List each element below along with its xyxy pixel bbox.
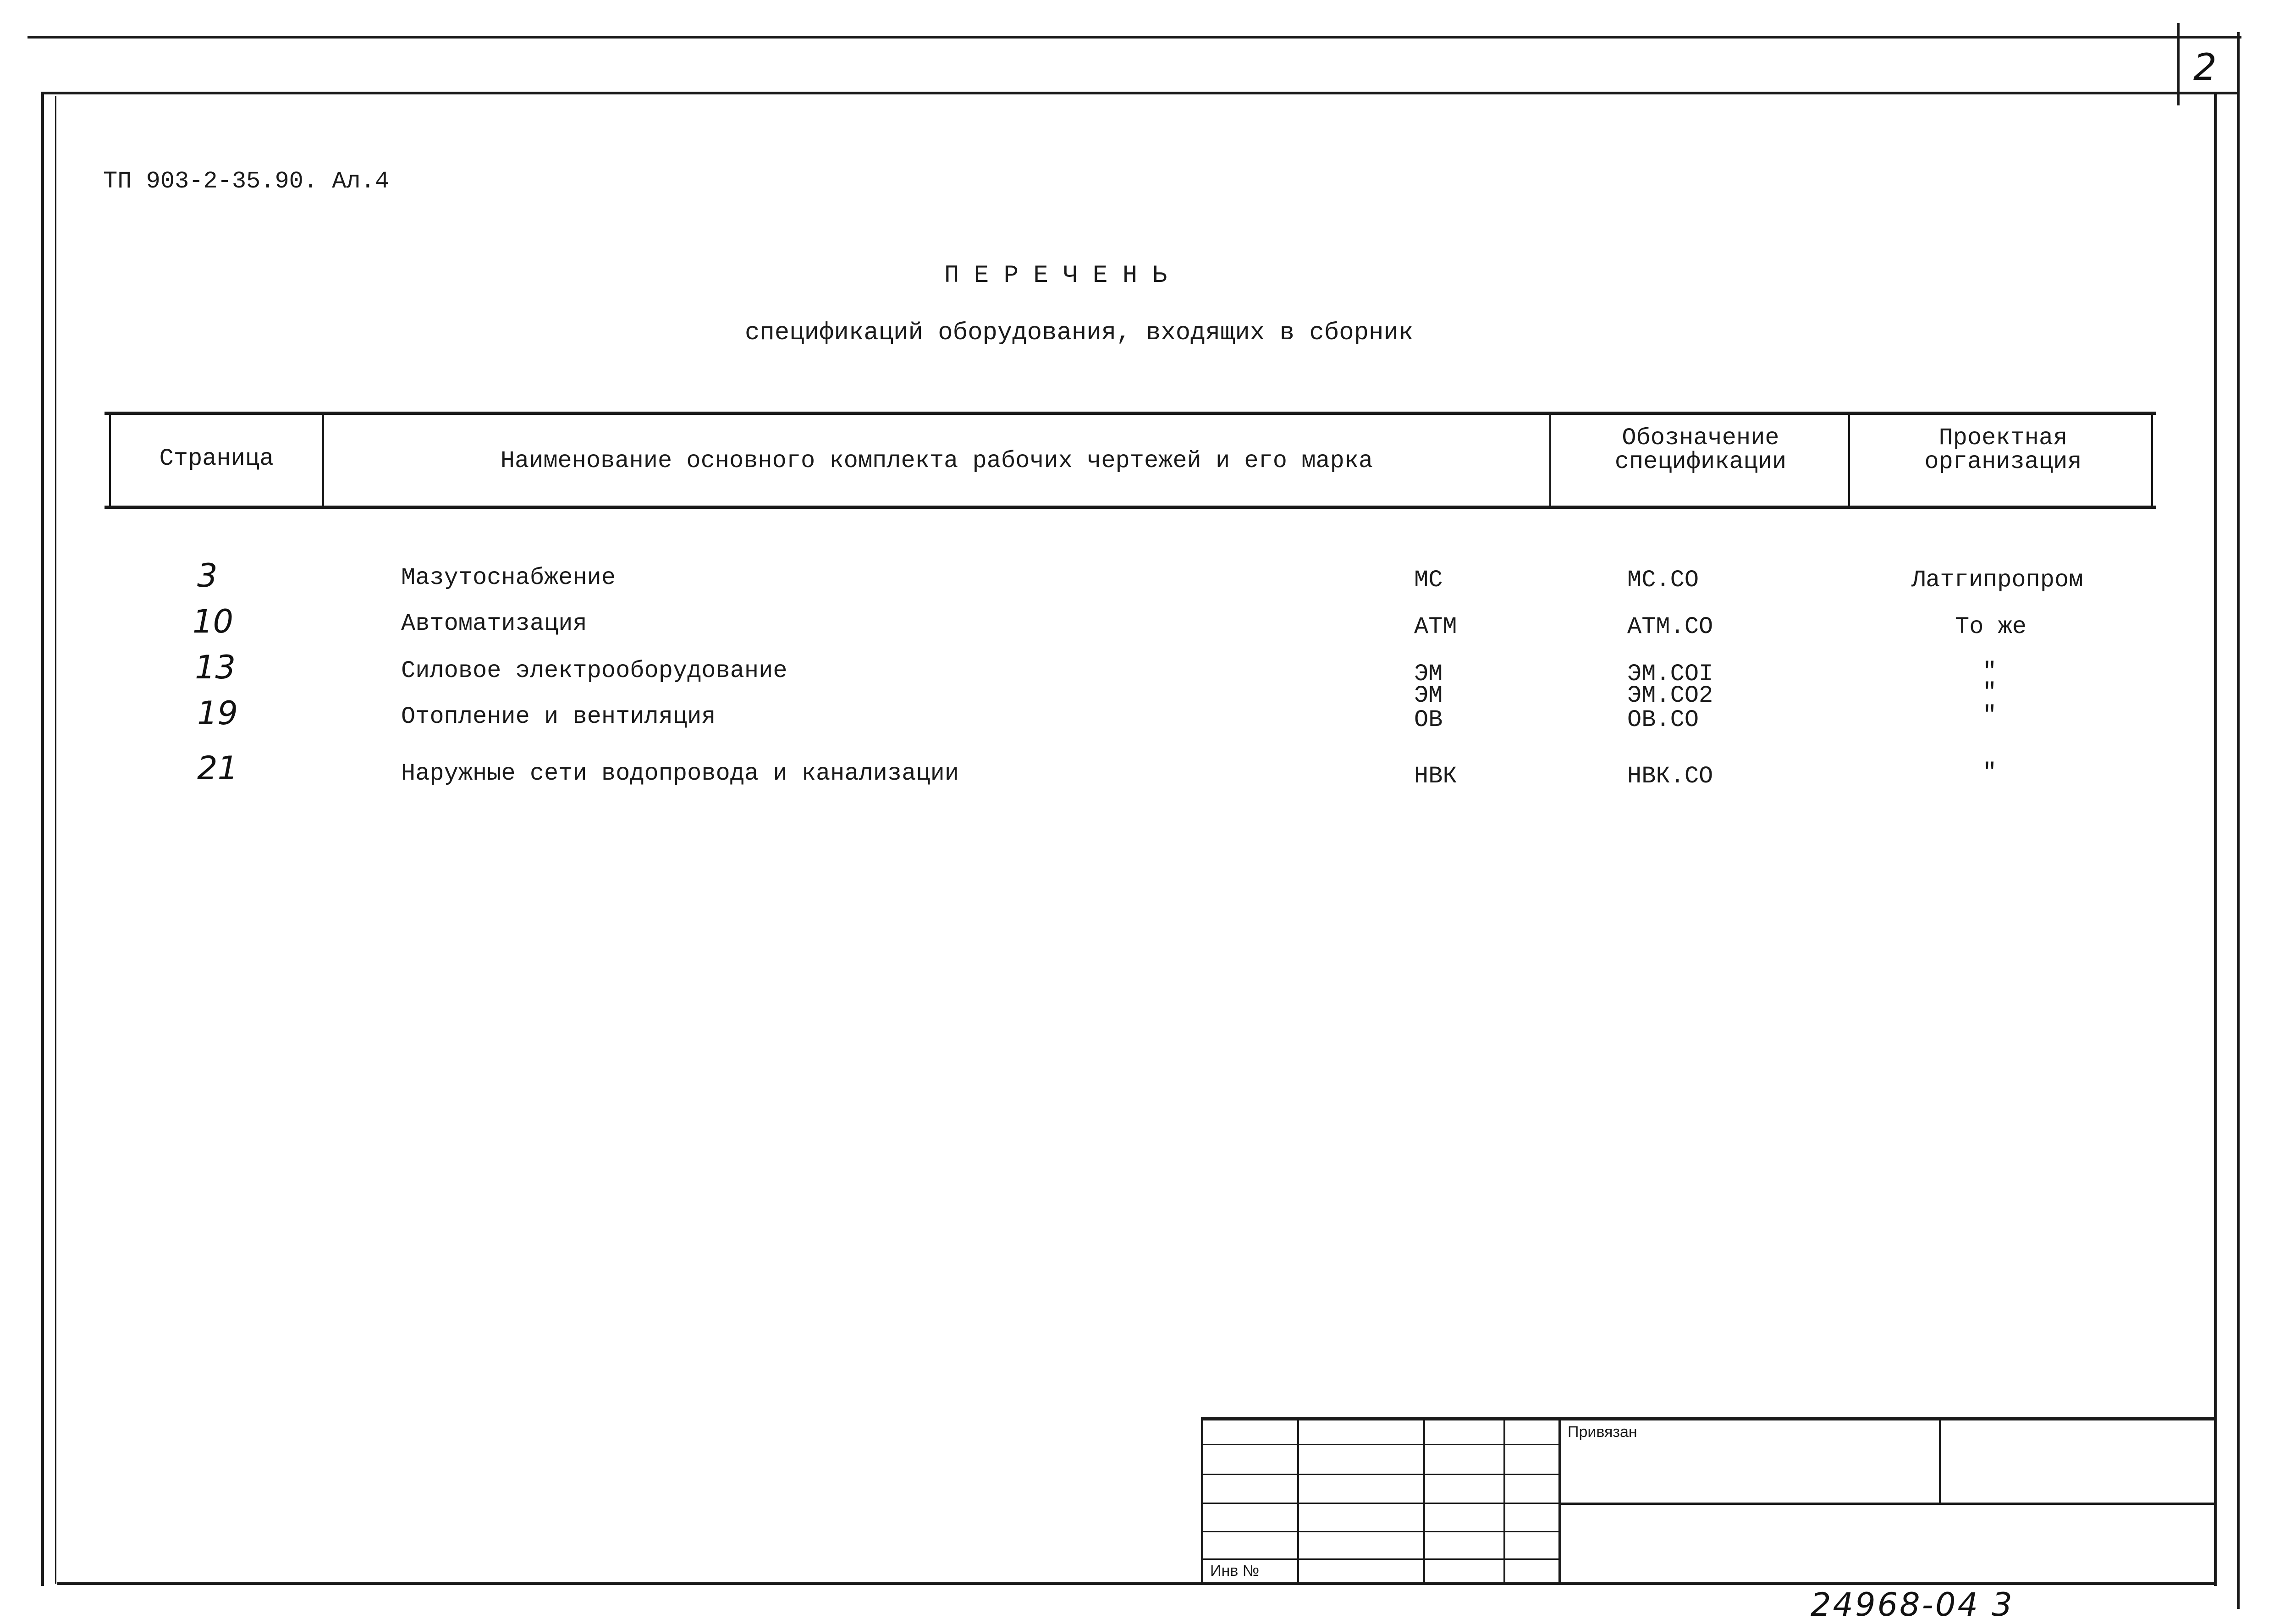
header-name: Наименование основного комплекта рабочих чертежей и его марка <box>500 447 1373 474</box>
stamp-inv-label: Инв № <box>1210 1562 1260 1580</box>
frame-bottom-line <box>57 1582 2217 1585</box>
table-row-6-page: 21 <box>197 749 238 787</box>
frame-inner-left-line <box>55 96 56 1584</box>
frame-right-line <box>2214 92 2217 1586</box>
stamp-row-5 <box>1201 1558 1561 1560</box>
table-row-1-mark: МС <box>1414 567 1443 594</box>
table-row-4-org: " <box>1982 679 1997 706</box>
table-row-2-mark: АТМ <box>1414 613 1457 640</box>
table-row-1-name: Мазутоснабжение <box>401 564 616 591</box>
table-row-5-org: " <box>1982 702 1997 729</box>
table-col-sep-2 <box>1549 412 1551 508</box>
table-row-3-designation: ЭМ.СОI <box>1627 661 1713 688</box>
stamp-row-4 <box>1201 1531 1561 1532</box>
table-row-5-designation: ОВ.СО <box>1627 706 1699 733</box>
table-row-4-designation: ЭМ.СО2 <box>1627 682 1713 709</box>
frame-left-line <box>41 92 44 1586</box>
header-page: Страница <box>159 445 274 472</box>
stamp-mid-line <box>1561 1503 2215 1505</box>
header-org: Проектная организация <box>1924 424 2082 475</box>
table-row-2-page: 10 <box>193 603 234 640</box>
table-row-3-name: Силовое электрооборудование <box>401 657 787 684</box>
outer-right-line <box>2237 32 2240 1609</box>
stamp-col-5 <box>1939 1417 1941 1503</box>
stamp-row-3 <box>1201 1503 1561 1504</box>
frame-top-line <box>41 92 2239 94</box>
table-row-6-designation: НВК.СО <box>1627 763 1713 790</box>
document-code: ТП 903-2-35.90. Ал.4 <box>103 168 390 195</box>
table-row-1-org: Латгипропром <box>1911 567 2083 594</box>
footer-code: 24968-04 3 <box>1811 1586 2014 1624</box>
page-title: П Е Р Е Ч Е Н Ь <box>944 262 1167 290</box>
table-row-2-name: Автоматизация <box>401 610 587 637</box>
sheet-number: 2 <box>2193 46 2217 88</box>
table-row-3-org: " <box>1982 658 1997 685</box>
stamp-top-line <box>1201 1417 2215 1420</box>
table-row-3-mark: ЭМ <box>1414 661 1443 688</box>
table-row-6-name: Наружные сети водопровода и канализации <box>401 760 959 787</box>
table-col-sep-3 <box>1848 412 1850 508</box>
table-col-right <box>2151 412 2153 508</box>
table-row-5-page: 19 <box>197 694 238 732</box>
header-designation: Обозначение спецификации <box>1614 424 1787 475</box>
table-row-1-page: 3 <box>197 557 218 595</box>
table-row-3-page: 13 <box>195 649 236 686</box>
stamp-bound-label: Привязан <box>1568 1423 1637 1441</box>
table-row-2-designation: АТМ.СО <box>1627 613 1713 640</box>
stamp-row-1 <box>1201 1444 1561 1445</box>
stamp-row-2 <box>1201 1474 1561 1475</box>
table-row-6-mark: НВК <box>1414 763 1457 790</box>
top-border-line <box>28 36 2241 39</box>
table-row-6-org: " <box>1982 759 1997 786</box>
table-row-4-mark: ЭМ <box>1414 682 1443 709</box>
table-row-2-org: То же <box>1955 613 2027 640</box>
sheet-box-left-line <box>2177 23 2180 105</box>
table-row-5-name: Отопление и вентиляция <box>401 703 716 730</box>
table-row-1-designation: МС.СО <box>1627 567 1699 594</box>
table-row-5-mark: ОВ <box>1414 706 1443 733</box>
page-subtitle: спецификаций оборудования, входящих в сборник <box>745 319 1414 347</box>
